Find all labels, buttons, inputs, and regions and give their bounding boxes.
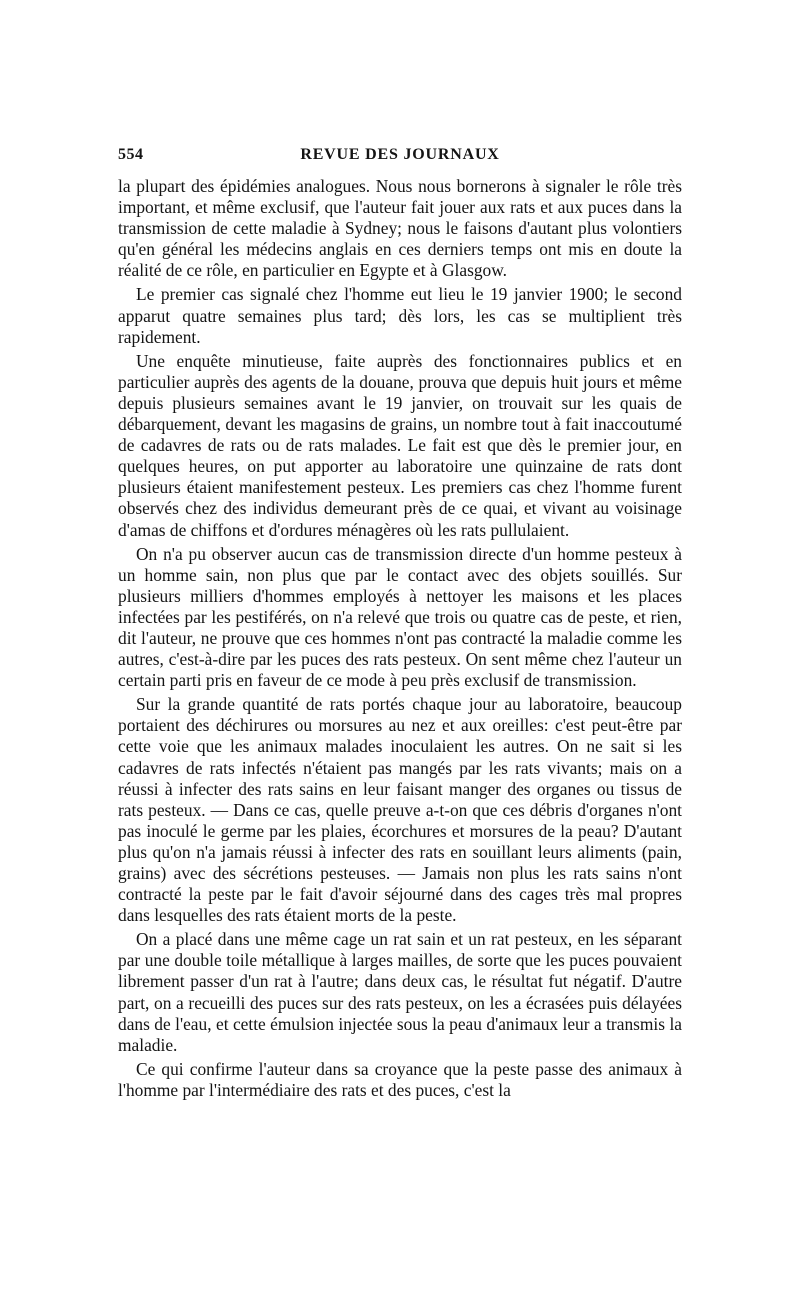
page: [118, 146, 682, 1104]
paragraph-6: On a placé dans une même cage un rat sain et un rat pesteux, en les séparant par une double toile métallique à larges mailles, de sorte que les puces pouvaient librement passer d'un rat à l'autre; dans deux cas, le résultat fut négatif. D'autre part, on a recueilli des puces sur des rats pesteux, on les a écrasées puis délayées dans de l'eau, et cette émulsion injectée sous la peau d'animaux leur a transmis la maladie.: [118, 929, 682, 1055]
page-number: 554: [118, 146, 144, 163]
running-head: [118, 146, 682, 172]
paragraph-1: la plupart des épidémies analogues. Nous nous bornerons à signaler le rôle très important, et même exclusif, que l'auteur fait jouer aux rats et aux puces dans la transmission de cette maladie à Sydney; nous le faisons d'autant plus volontiers qu'en général les médecins anglais en ces derniers temps ont mis en doute la réalité de ce rôle, en particulier en Egypte et à Glasgow.: [118, 176, 682, 281]
article-body: [118, 176, 682, 1101]
paragraph-7: Ce qui confirme l'auteur dans sa croyance que la peste passe des animaux à l'homme par l'intermédiaire des rats et des puces, c'est la: [118, 1058, 682, 1100]
journal-section-title: REVUE DES JOURNAUX: [300, 146, 500, 163]
paragraph-3: Une enquête minutieuse, faite auprès des fonctionnaires publics et en particulier auprès des agents de la douane, prouva que depuis huit jours et même depuis plusieurs semaines avant le 19 janvier, on trouvait sur les quais de débarquement, devant les magasins de grains, un nombre tout à fait inaccoutumé de cadavres de rats ou de rats malades. Le fait est que dès le premier jour, en quelques heures, on put apporter au laboratoire une quinzaine de rats dont plusieurs étaient manifestement pesteux. Les premiers cas chez l'homme furent observés chez des individus demeurant près de ce quai, et vivant au voisinage d'amas de chiffons et d'ordures ménagères où les rats pullulaient.: [118, 350, 682, 540]
paragraph-5: Sur la grande quantité de rats portés chaque jour au laboratoire, beaucoup portaient des déchirures ou morsures au nez et aux oreilles: c'est peut-être par cette voie que les animaux malades inoculaient les autres. On ne sait si les cadavres de rats infectés n'étaient pas mangés par les rats vivants; mais on a réussi à infecter des rats sains en leur faisant manger des organes ou tissus de rats pesteux. — Dans ce cas, quelle preuve a-t-on que ces débris d'organes n'ont pas inoculé le germe par les plaies, écorchures et morsures de la peau? D'autant plus qu'on n'a jamais réussi à infecter des rats en souillant leurs aliments (pain, grains) avec des sécrétions pesteuses. — Jamais non plus les rats sains n'ont contracté la peste par le fait d'avoir séjourné dans des cages très mal propres dans lesquelles des rats étaient morts de la peste.: [118, 694, 682, 926]
paragraph-2: Le premier cas signalé chez l'homme eut lieu le 19 janvier 1900; le second apparut quatre semaines plus tard; dès lors, les cas se multiplient très rapidement.: [118, 284, 682, 347]
paragraph-4: On n'a pu observer aucun cas de transmission directe d'un homme pesteux à un homme sain, non plus que par le contact avec des objets souillés. Sur plusieurs milliers d'hommes employés à nettoyer les maisons et les places infectées par les pestiférés, on n'a relevé que trois ou quatre cas de peste, et rien, dit l'auteur, ne prouve que ces hommes n'ont pas contracté la maladie comme les autres, c'est-à-dire par les puces des rats pesteux. On sent même chez l'auteur un certain parti pris en faveur de ce mode à peu près exclusif de transmission.: [118, 543, 682, 691]
